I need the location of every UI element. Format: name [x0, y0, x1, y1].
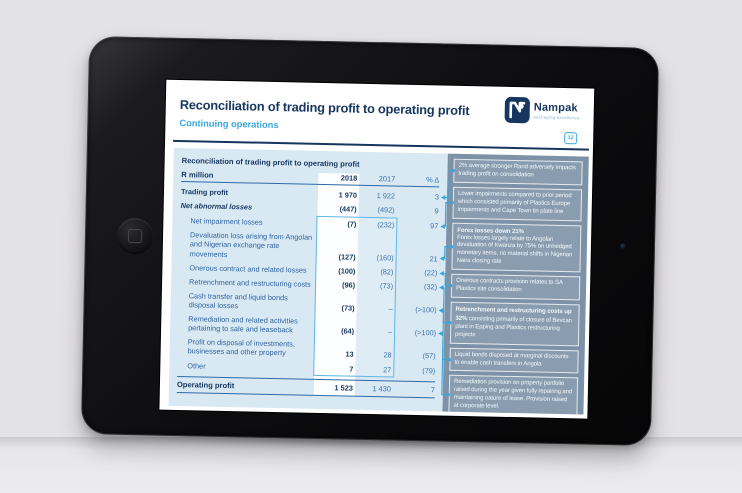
- row-label: Other: [187, 360, 206, 371]
- operating-profit-2017: 1 430: [372, 383, 392, 394]
- row-value-v2017: –: [388, 304, 393, 314]
- table-title: Reconciliation of trading profit to operating profit: [181, 156, 360, 169]
- nampak-logo-icon: [504, 97, 530, 124]
- table-row: [179, 277, 437, 292]
- row-value-delta: (32): [423, 281, 438, 292]
- row-value-v2018: 1 970: [338, 190, 358, 200]
- commentary-panel: [442, 154, 588, 415]
- row-value-v2018: (100): [338, 266, 356, 276]
- column-header-2018: 2018: [340, 173, 358, 183]
- row-value-delta: 9: [434, 206, 439, 216]
- front-camera-icon: [620, 243, 626, 249]
- row-label: Trading profit: [180, 187, 229, 198]
- callout-note: Remediation provision on property portfolio raised during the year given fully repairing and maintaining nature of lease. Provision raised at corporate level.: [448, 375, 578, 414]
- callout-note: Onerous contracts provision relates to SA Plastics site consolidation: [451, 274, 580, 301]
- row-value-v2017: (492): [377, 205, 395, 215]
- row-value-delta: (>100): [414, 328, 437, 338]
- nampak-logo-tagline: packaging excellence: [533, 114, 580, 121]
- row-value-delta: (57): [422, 351, 436, 361]
- tablet-screen: [159, 80, 594, 419]
- row-value-delta: (79): [422, 365, 436, 375]
- row-label: Net abnormal losses: [180, 201, 253, 212]
- table-row: [179, 263, 437, 278]
- row-value-v2017: 27: [383, 364, 392, 375]
- callout-note: Lower impairments compared to prior period which consisted primarily of Plastics Europe impairments and Cape Town tin plate line: [452, 187, 582, 221]
- row-label: Devaluation loss arising from Angolan and Nigerian exchange rate movements: [189, 230, 313, 259]
- row-value-delta: (22): [424, 267, 438, 278]
- row-value-v2017: (73): [379, 280, 394, 291]
- row-value-delta: 21: [429, 253, 438, 263]
- row-label: Retrenchment and restructuring costs: [189, 276, 311, 289]
- page-title: Reconciliation of trading profit to operating profit: [179, 96, 470, 119]
- operating-profit-label: Operating profit: [176, 379, 235, 390]
- row-value-v2018: (64): [341, 326, 355, 336]
- reconciliation-table-panel: [169, 148, 448, 412]
- row-label: Profit on disposal of investments, businesses and other property: [187, 337, 295, 358]
- slide-header: [165, 80, 594, 151]
- operating-profit-2018: 1 523: [334, 382, 354, 393]
- row-value-delta: (>100): [415, 304, 437, 315]
- table-row: [179, 291, 437, 315]
- row-value-v2017: (82): [380, 266, 394, 277]
- row-label: Net impairment losses: [190, 216, 263, 227]
- operating-profit-delta: 7: [430, 384, 435, 395]
- table-row: [181, 201, 439, 216]
- callout-note: 2% average stronger Rand adversely impacts trading profit on consolidation: [453, 159, 582, 186]
- table-row: [178, 314, 436, 338]
- row-value-v2018: 7: [349, 364, 354, 374]
- column-header-rmillion: R million: [181, 170, 214, 180]
- row-label: Remediation and related activities pertaining to sale and leaseback: [188, 314, 298, 335]
- row-label: Onerous contract and related losses: [189, 262, 307, 275]
- row-value-delta: 97: [430, 221, 439, 231]
- row-value-v2018: (96): [342, 280, 356, 290]
- callout-note: Retrenchment and restructuring costs up 32% consisting primarily of closure of Bevcan plant in Epping and Plastics restructuring projects: [450, 302, 580, 346]
- row-label: Cash transfer and liquid bonds disposal losses: [188, 291, 288, 311]
- row-value-v2018: (7): [347, 219, 357, 229]
- page-subtitle: Continuing operations: [179, 117, 279, 131]
- row-value-v2017: 28: [383, 350, 392, 360]
- nampak-logo-text: Nampak: [533, 101, 578, 115]
- column-header-delta: % Δ: [426, 175, 440, 185]
- column-header-2017: 2017: [378, 174, 396, 184]
- callout-note: Forex losses down 21% Forex losses largely relate to Angolan devaluation of Kwanza by 75% on unhedged monetary items, no material shifts in Nigerian Naira closing rate: [451, 222, 581, 272]
- row-value-v2017: 1 922: [376, 191, 396, 201]
- operating-profit-row: [177, 376, 435, 398]
- table-row: [177, 361, 435, 376]
- row-value-v2017: (232): [377, 220, 395, 230]
- nampak-logo: [504, 97, 580, 125]
- table-row: [180, 216, 438, 231]
- home-button[interactable]: [117, 218, 154, 255]
- row-value-v2017: –: [387, 327, 393, 337]
- row-value-v2017: (160): [376, 252, 394, 263]
- row-value-v2018: (73): [341, 303, 355, 313]
- table-row: [178, 337, 436, 361]
- row-value-v2018: 13: [345, 349, 354, 360]
- row-value-v2018: (127): [338, 251, 356, 262]
- table-row: [181, 187, 439, 202]
- row-value-delta: 3: [434, 192, 440, 202]
- table-header-row: [181, 170, 439, 187]
- table-body: [177, 187, 439, 375]
- slide-number-badge: 12: [564, 132, 577, 144]
- tablet-frame: [81, 36, 659, 446]
- table-row: [180, 230, 439, 263]
- row-value-v2018: (447): [339, 204, 357, 214]
- callout-note: Liquid bonds disposed at marginal discounts to enable cash transfers in Angola: [449, 347, 578, 374]
